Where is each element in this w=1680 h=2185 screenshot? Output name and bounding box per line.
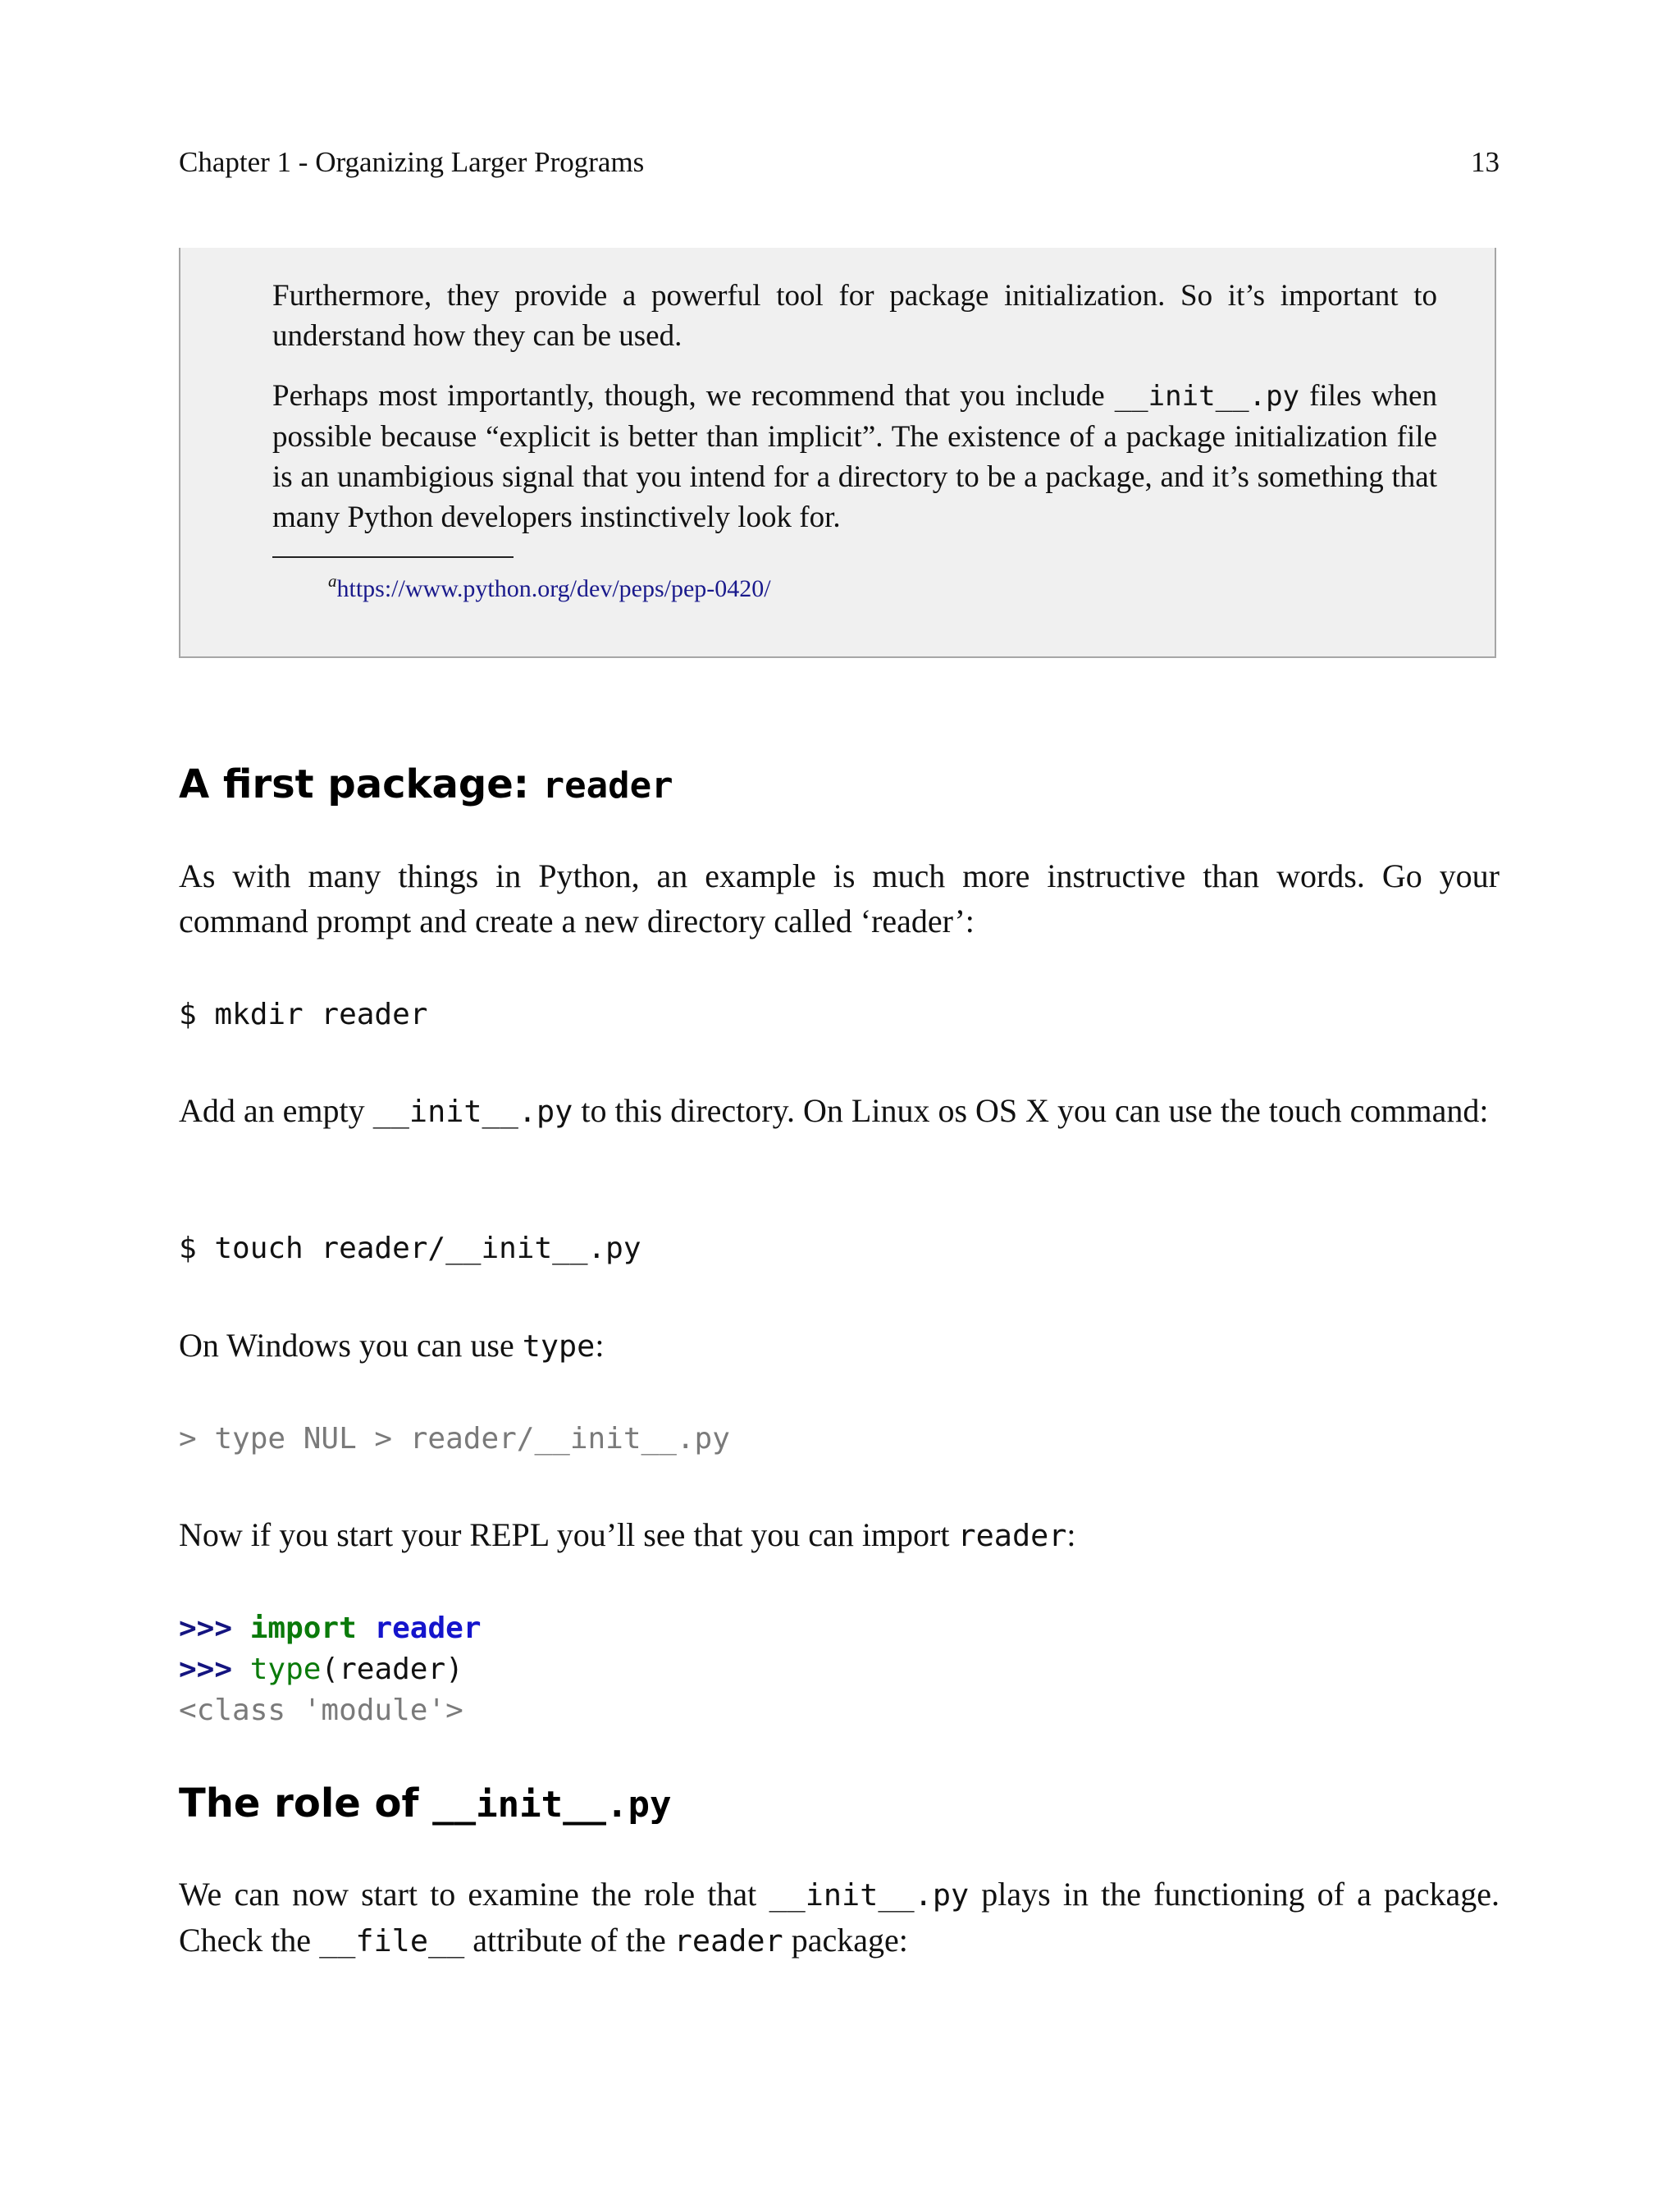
repl-code-block [179,1608,482,1731]
inline-code: reader [673,1923,783,1959]
inline-code: __init__.py [372,1094,573,1129]
keyword-import: import [249,1611,357,1645]
aside-paragraph: Perhaps most importantly, though, we recommend that you include __init__.py files when possible because “explicit is better than implicit”. The existence of a package initialization file is an unambigious signal that you intend for a directory to be a package, and it’s something that many Python developers instinctively look for. [272,379,1437,534]
builtin-type: type [249,1652,322,1686]
aside-box [179,248,1496,658]
footnote [328,566,771,604]
running-header [179,146,1500,187]
footnote-rule [272,556,514,558]
footnote-marker: a [328,571,337,591]
footnote-link[interactable]: https://www.python.org/dev/peps/pep-0420/ [336,575,771,602]
module-name: reader [374,1611,482,1645]
inline-code: reader [957,1518,1067,1553]
code-block-mkdir: $ mkdir reader [179,998,428,1031]
body-paragraph: As with many things in Python, an example is much more instructive than words. Go your command prompt and create a new directory called ‘reader’: [179,857,1500,939]
code-block-touch: $ touch reader/__init__.py [179,1232,641,1265]
code-block-windows: > type NUL > reader/__init__.py [179,1422,730,1456]
inline-code: type [522,1328,596,1364]
aside-content [272,276,1437,557]
section-heading-role-of-init: The role of __init__.py [179,1780,672,1826]
page-number: 13 [1471,146,1500,178]
inline-code: __file__ [319,1923,465,1959]
repl-output: <class 'module'> [179,1694,463,1727]
chapter-title: Chapter 1 - Organizing Larger Programs [179,146,645,178]
aside-paragraph: Furthermore, they provide a powerful tool for package initialization. So it’s important to understand how they can be used. [272,279,1437,353]
section-heading-first-package: A first package: reader [179,761,673,807]
body-paragraph: Now if you start your REPL you’ll see that you can import reader: [179,1516,1076,1553]
inline-code: __init__.py [769,1877,970,1913]
body-paragraph: We can now start to examine the role that __init__.py plays in the functioning of a package. Check the __file__ attribute of the reader package: [179,1876,1500,1959]
call-args: (reader) [321,1652,463,1686]
body-paragraph: Add an empty __init__.py to this directory. On Linux os OS X you can use the touch command: [179,1092,1489,1129]
repl-prompt: >>> [179,1611,233,1645]
body-paragraph: On Windows you can use type: [179,1327,605,1364]
inline-code: __init__.py [1114,380,1300,413]
repl-prompt: >>> [179,1652,233,1686]
